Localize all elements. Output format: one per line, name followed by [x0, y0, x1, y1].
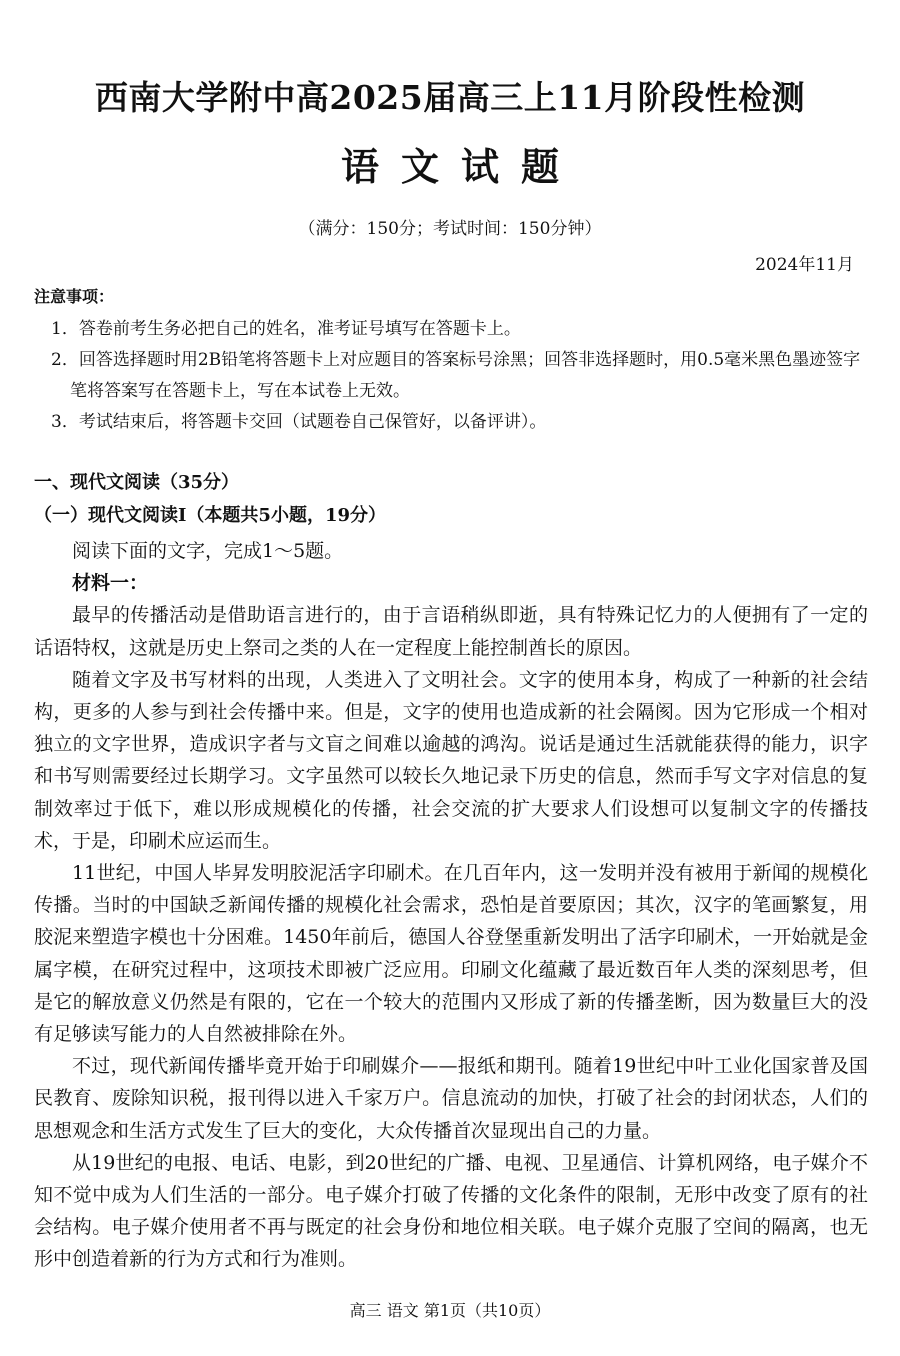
paragraph: 随着文字及书写材料的出现，人类进入了文明社会。文字的使用本身，构成了一种新的社会结构，更多的人参与到社会传播中来。但是，文字的使用也造成新的社会隔阂。因为它形成一个相对独立的文字世界，造成识字者与文盲之间难以逾越的鸿沟。说话是通过生活就能获得的能力，识字和书写则需要经过长期学习。文字虽然可以较长久地记录下历史的信息，然而手写文字对信息的复制效率过于低下，难以形成规模化的传播，社会交流的扩大要求人们设想可以复制文字的传播技术，于是，印刷术应运而生。 [34, 668, 868, 852]
reading-passage [34, 535, 868, 1276]
subject-title: 语文试题 [340, 144, 581, 189]
paragraph: 从19世纪的电报、电话、电影，到20世纪的广播、电视、卫星通信、计算机网络，电子媒介不知不觉中成为人们生活的一部分。电子媒介打破了传播的文化条件的限制，无形中改变了原有的社会结构。电子媒介使用者不再与既定的社会身份和地位相关联。电子媒介克服了空间的隔离，也无形中创造着新的行为方式和行为准则。 [34, 1151, 868, 1271]
instruction: 阅读下面的文字，完成1～5题。 [72, 540, 344, 562]
paragraph: 11世纪，中国人毕昇发明胶泥活字印刷术。在几百年内，这一发明并没有被用于新闻的规模化传播。当时的中国缺乏新闻传播的规模化社会需求，恐怕是首要原因；其次，汉字的笔画繁复，用胶泥来塑造字模也十分困难。1450年前后，德国人谷登堡重新发明出了活字印刷术，一开始就是金属字模，在研究过程中，这项技术即被广泛应用。印刷文化蕴藏了最近数百年人类的深刻思考，但是它的解放意义仍然是有限的，它在一个较大的范围内又形成了新的传播垄断，因为数量巨大的没有足够读写能力的人自然被排除在外。 [34, 862, 868, 1046]
exam-title: 西南大学附中高2025届高三上11月阶段性检测 [94, 78, 806, 117]
material-label: 材料一： [72, 572, 149, 595]
page-footer: 高三 语文 第1页（共10页） [349, 1301, 551, 1320]
notice-list [34, 314, 866, 438]
section-heading: 一、现代文阅读（35分） [34, 472, 240, 493]
score-time: （满分：150分；考试时间：150分钟） [298, 219, 602, 239]
notice-item: 1．答卷前考生务必把自己的姓名，准考证号填写在答题卡上。 [51, 319, 521, 339]
section-subheading: （一）现代文阅读Ⅰ（本题共5小题，19分） [34, 505, 386, 526]
notice-item: 2．回答选择题时用2B铅笔将答题卡上对应题目的答案标号涂黑；回答非选择题时，用0.5毫米黑色墨迹签字笔将答案写在答题卡上，写在本试卷上无效。 [51, 350, 861, 401]
notice-item: 3．考试结束后，将答题卡交回（试题卷自己保管好，以备评讲）。 [51, 412, 547, 432]
paragraph: 最早的传播活动是借助语言进行的，由于言语稍纵即逝，具有特殊记忆力的人便拥有了一定的话语特权，这就是历史上祭司之类的人在一定程度上能控制酋长的原因。 [34, 604, 868, 659]
notice-heading: 注意事项： [34, 287, 115, 306]
exam-date: 2024年11月 [755, 255, 854, 275]
paragraph: 不过，现代新闻传播毕竟开始于印刷媒介——报纸和期刊。随着19世纪中叶工业化国家普及国民教育、废除知识税，报刊得以进入千家万户。信息流动的加快，打破了社会的封闭状态，人们的思想观念和生活方式发生了巨大的变化，大众传播首次显现出自己的力量。 [34, 1055, 868, 1142]
